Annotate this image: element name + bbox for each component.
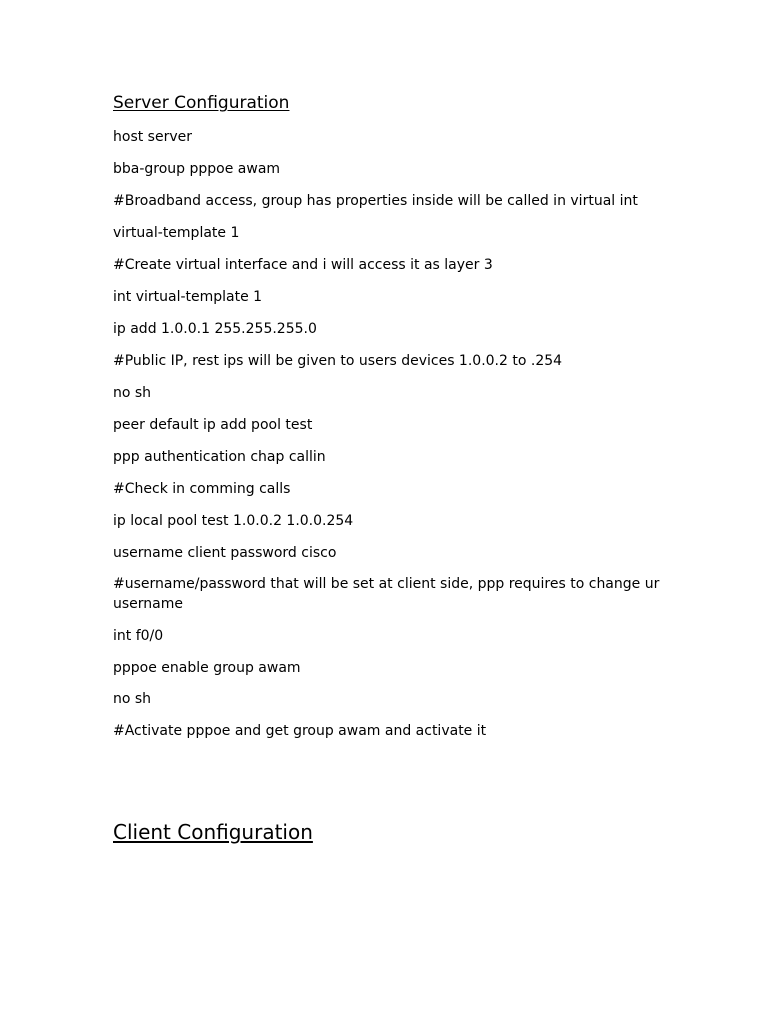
- config-line: host server: [113, 129, 192, 145]
- config-line: no sh: [113, 691, 152, 707]
- config-line: ip local pool test 1.0.0.2 1.0.0.254: [113, 513, 354, 529]
- config-comment-line: #Broadband access, group has properties inside will be called in virtual int: [113, 193, 638, 209]
- config-line: int f0/0: [113, 628, 164, 644]
- config-line: bba-group pppoe awam: [113, 161, 281, 177]
- config-comment-line: #Check in comming calls: [113, 481, 291, 497]
- config-line: username client password cisco: [113, 545, 337, 561]
- config-line: peer default ip add pool test: [113, 417, 313, 433]
- config-comment-line: #username/password that will be set at client side, ppp requires to change ur username: [113, 576, 660, 612]
- config-line: ppp authentication chap callin: [113, 449, 326, 465]
- config-line: ip add 1.0.0.1 255.255.255.0: [113, 321, 317, 337]
- config-comment-line: #Create virtual interface and i will access it as layer 3: [113, 257, 493, 273]
- config-comment-line: #Public IP, rest ips will be given to users devices 1.0.0.2 to .254: [113, 353, 563, 369]
- server-configuration-heading: Server Configuration: [113, 93, 290, 113]
- config-line: int virtual-template 1: [113, 289, 263, 305]
- config-line: no sh: [113, 385, 152, 401]
- config-comment-line: #Activate pppoe and get group awam and activate it: [113, 723, 487, 739]
- client-configuration-heading: Client Configuration: [113, 820, 313, 844]
- config-line: pppoe enable group awam: [113, 660, 301, 676]
- config-line: virtual-template 1: [113, 225, 240, 241]
